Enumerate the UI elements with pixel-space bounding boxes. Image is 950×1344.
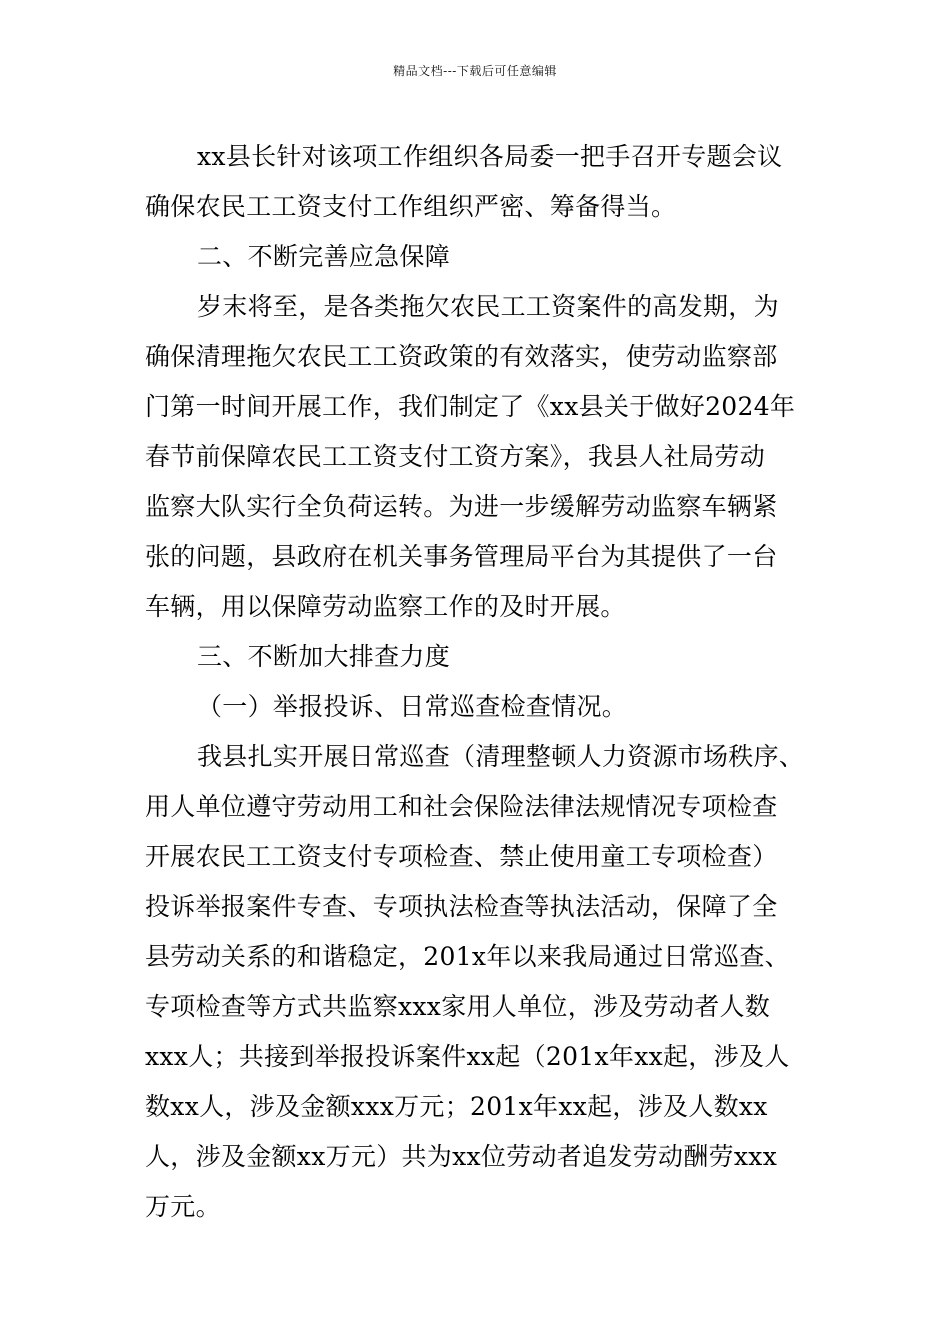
paragraph-line: 县劳动关系的和谐稳定，201x年以来我局通过日常巡查、 [145, 942, 790, 971]
document-body [145, 132, 810, 1232]
section-heading: 三、不断加大排查力度 [197, 642, 451, 671]
paragraph-line: 我县扎实开展日常巡查（清理整顿人力资源市场秩序、 [197, 742, 805, 771]
paragraph-line: 专项检查等方式共监察xxx家用人单位，涉及劳动者人数 [145, 992, 771, 1021]
paragraph-line: xxx人；共接到举报投诉案件xx起（201x年xx起，涉及人 [145, 1042, 790, 1071]
paragraph-line: 数xx人，涉及金额xxx万元；201x年xx起，涉及人数xx [145, 1092, 768, 1121]
paragraph-line: 车辆，用以保障劳动监察工作的及时开展。 [145, 592, 626, 621]
paragraph-line: xx县长针对该项工作组织各局委一把手召开专题会议 [197, 142, 783, 171]
page-header: 精品文档---下载后可任意编辑 [393, 64, 557, 78]
paragraph-line: 门第一时间开展工作，我们制定了《xx县关于做好2024年 [145, 392, 796, 421]
subsection-heading: （一）举报投诉、日常巡查检查情况。 [197, 692, 628, 721]
paragraph-line: 春节前保障农民工工资支付工资方案》，我县人社局劳动 [145, 442, 766, 471]
paragraph-line: 确保农民工工资支付工作组织严密、筹备得当。 [145, 192, 677, 221]
paragraph-line: 开展农民工工资支付专项检查、禁止使用童工专项检查） [145, 842, 778, 871]
paragraph-line: 岁末将至，是各类拖欠农民工工资案件的高发期，为 [197, 292, 779, 321]
paragraph-line: 万元。 [145, 1192, 221, 1221]
section-heading: 二、不断完善应急保障 [197, 242, 451, 271]
paragraph-line: 人，涉及金额xx万元）共为xx位劳动者追发劳动酬劳xxx [145, 1142, 778, 1171]
paragraph-line: 投诉举报案件专查、专项执法检查等执法活动，保障了全 [145, 892, 778, 921]
paragraph-line: 用人单位遵守劳动用工和社会保险法律法规情况专项检查 [145, 792, 778, 821]
paragraph-line: 确保清理拖欠农民工工资政策的有效落实，使劳动监察部 [145, 342, 778, 371]
paragraph-line: 张的问题，县政府在机关事务管理局平台为其提供了一台 [145, 542, 778, 571]
paragraph-line: 监察大队实行全负荷运转。为进一步缓解劳动监察车辆紧 [145, 492, 778, 521]
